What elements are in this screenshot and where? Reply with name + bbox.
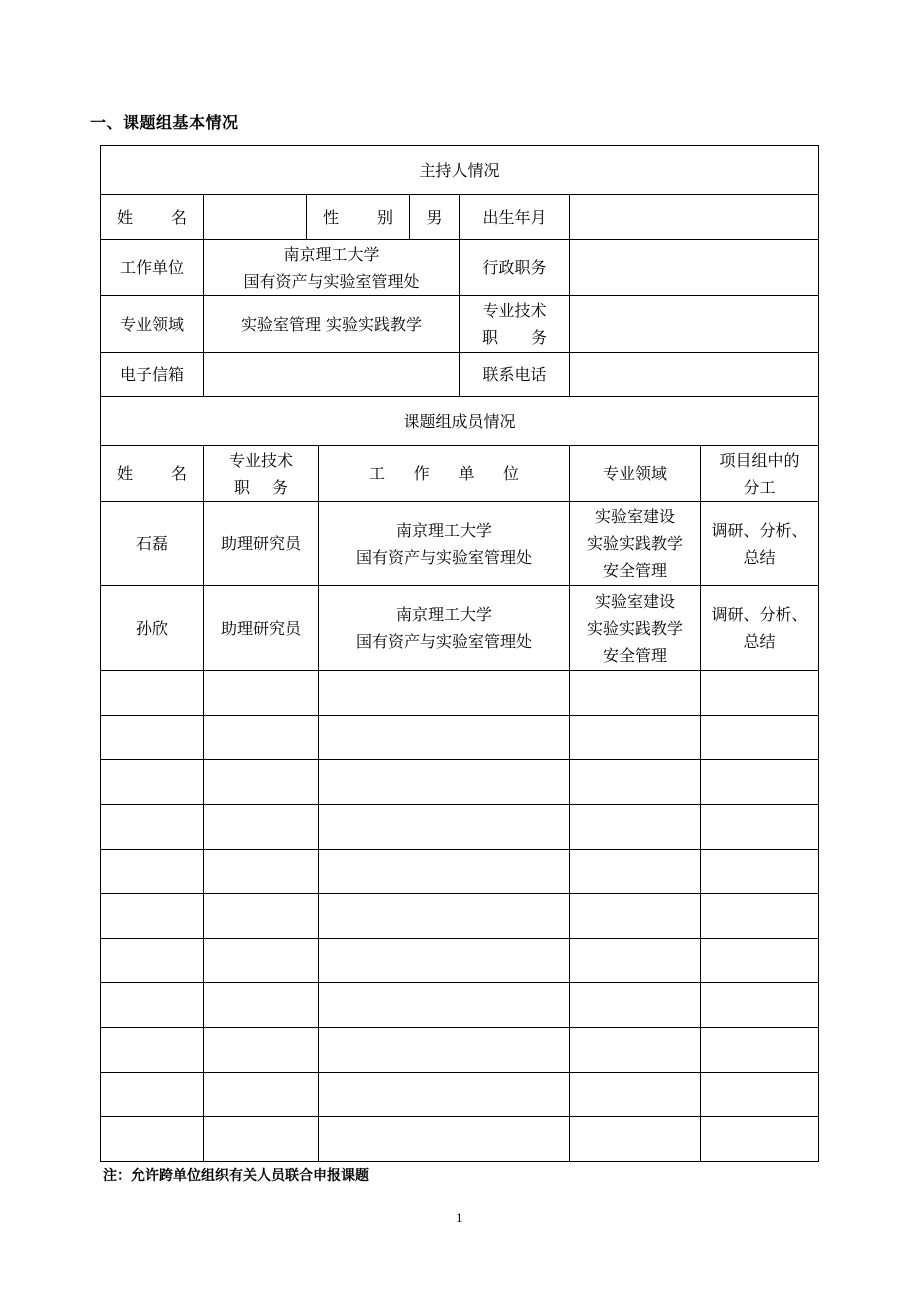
member-role-empty[interactable] <box>700 1027 819 1073</box>
member-role-empty[interactable] <box>700 893 819 939</box>
member-role[interactable]: 调研、分析、 总结 <box>700 501 819 586</box>
member-title[interactable]: 助理研究员 <box>203 585 319 671</box>
member-unit-empty[interactable] <box>318 982 570 1028</box>
member-title-empty[interactable] <box>203 1072 319 1117</box>
member-role-empty[interactable] <box>700 1116 819 1162</box>
member-name-empty[interactable] <box>100 670 204 716</box>
host-unit-value[interactable]: 南京理工大学 国有资产与实验室管理处 <box>203 239 460 296</box>
members-section-title: 课题组成员情况 <box>100 396 819 446</box>
member-unit-empty[interactable] <box>318 938 570 983</box>
host-title-value[interactable] <box>569 295 819 353</box>
host-admin-label: 行政职务 <box>459 239 570 296</box>
member-role-empty[interactable] <box>700 849 819 894</box>
member-unit-empty[interactable] <box>318 759 570 805</box>
member-name[interactable]: 石磊 <box>100 501 204 586</box>
member-unit-empty[interactable] <box>318 1116 570 1162</box>
member-role[interactable]: 调研、分析、 总结 <box>700 585 819 671</box>
member-role-empty[interactable] <box>700 1072 819 1117</box>
member-field-empty[interactable] <box>569 715 701 760</box>
member-name-empty[interactable] <box>100 759 204 805</box>
member-unit[interactable]: 南京理工大学 国有资产与实验室管理处 <box>318 585 570 671</box>
member-field-empty[interactable] <box>569 1116 701 1162</box>
member-title-empty[interactable] <box>203 759 319 805</box>
member-name-empty[interactable] <box>100 849 204 894</box>
host-title-label: 专业技术 职 务 <box>459 295 570 353</box>
members-header-name: 姓 名 <box>100 445 204 502</box>
member-name-empty[interactable] <box>100 1072 204 1117</box>
member-unit-empty[interactable] <box>318 715 570 760</box>
member-unit-empty[interactable] <box>318 804 570 850</box>
member-field-empty[interactable] <box>569 759 701 805</box>
host-field-value[interactable]: 实验室管理 实验实践教学 <box>203 295 460 353</box>
member-unit[interactable]: 南京理工大学 国有资产与实验室管理处 <box>318 501 570 586</box>
member-title-empty[interactable] <box>203 670 319 716</box>
member-field-empty[interactable] <box>569 938 701 983</box>
host-field-label: 专业领域 <box>100 295 204 353</box>
member-field-empty[interactable] <box>569 1027 701 1073</box>
host-email-label: 电子信箱 <box>100 352 204 397</box>
section-heading: 一、课题组基本情况 <box>90 113 239 132</box>
member-role-empty[interactable] <box>700 759 819 805</box>
member-title-empty[interactable] <box>203 893 319 939</box>
member-title-empty[interactable] <box>203 715 319 760</box>
member-field-empty[interactable] <box>569 1072 701 1117</box>
member-title-empty[interactable] <box>203 804 319 850</box>
member-role-empty[interactable] <box>700 938 819 983</box>
member-unit-empty[interactable] <box>318 670 570 716</box>
host-birth-label: 出生年月 <box>459 194 570 240</box>
host-name-value[interactable] <box>203 194 307 240</box>
host-section-title: 主持人情况 <box>100 145 819 195</box>
member-field-empty[interactable] <box>569 893 701 939</box>
member-name[interactable]: 孙欣 <box>100 585 204 671</box>
host-unit-label: 工作单位 <box>100 239 204 296</box>
member-title-empty[interactable] <box>203 1116 319 1162</box>
member-title-empty[interactable] <box>203 982 319 1028</box>
member-unit-empty[interactable] <box>318 893 570 939</box>
member-role-empty[interactable] <box>700 804 819 850</box>
member-unit-empty[interactable] <box>318 1072 570 1117</box>
footnote: 注：允许跨单位组织有关人员联合申报课题 <box>103 1168 369 1184</box>
member-unit-empty[interactable] <box>318 849 570 894</box>
member-field-empty[interactable] <box>569 849 701 894</box>
member-title-empty[interactable] <box>203 1027 319 1073</box>
host-name-label: 姓 名 <box>100 194 204 240</box>
members-header-field: 专业领域 <box>569 445 701 502</box>
member-name-empty[interactable] <box>100 982 204 1028</box>
host-email-value[interactable] <box>203 352 460 397</box>
members-header-unit: 工 作 单 位 <box>318 445 570 502</box>
member-field-empty[interactable] <box>569 670 701 716</box>
member-title[interactable]: 助理研究员 <box>203 501 319 586</box>
member-name-empty[interactable] <box>100 893 204 939</box>
project-team-table <box>101 146 819 1162</box>
member-field-empty[interactable] <box>569 804 701 850</box>
host-gender-value[interactable]: 男 <box>409 194 460 240</box>
member-field[interactable]: 实验室建设 实验实践教学 安全管理 <box>569 585 701 671</box>
member-title-empty[interactable] <box>203 938 319 983</box>
member-unit-empty[interactable] <box>318 1027 570 1073</box>
host-phone-label: 联系电话 <box>459 352 570 397</box>
member-role-empty[interactable] <box>700 982 819 1028</box>
members-header-title: 专业技术 职 务 <box>203 445 319 502</box>
page-number: 1 <box>456 1210 463 1225</box>
member-name-empty[interactable] <box>100 804 204 850</box>
member-name-empty[interactable] <box>100 1116 204 1162</box>
host-birth-value[interactable] <box>569 194 819 240</box>
member-name-empty[interactable] <box>100 1027 204 1073</box>
member-role-empty[interactable] <box>700 670 819 716</box>
host-phone-value[interactable] <box>569 352 819 397</box>
member-field-empty[interactable] <box>569 982 701 1028</box>
members-header-role: 项目组中的 分工 <box>700 445 819 502</box>
member-role-empty[interactable] <box>700 715 819 760</box>
host-gender-label: 性 别 <box>306 194 410 240</box>
member-name-empty[interactable] <box>100 938 204 983</box>
member-field[interactable]: 实验室建设 实验实践教学 安全管理 <box>569 501 701 586</box>
member-name-empty[interactable] <box>100 715 204 760</box>
host-admin-value[interactable] <box>569 239 819 296</box>
member-title-empty[interactable] <box>203 849 319 894</box>
